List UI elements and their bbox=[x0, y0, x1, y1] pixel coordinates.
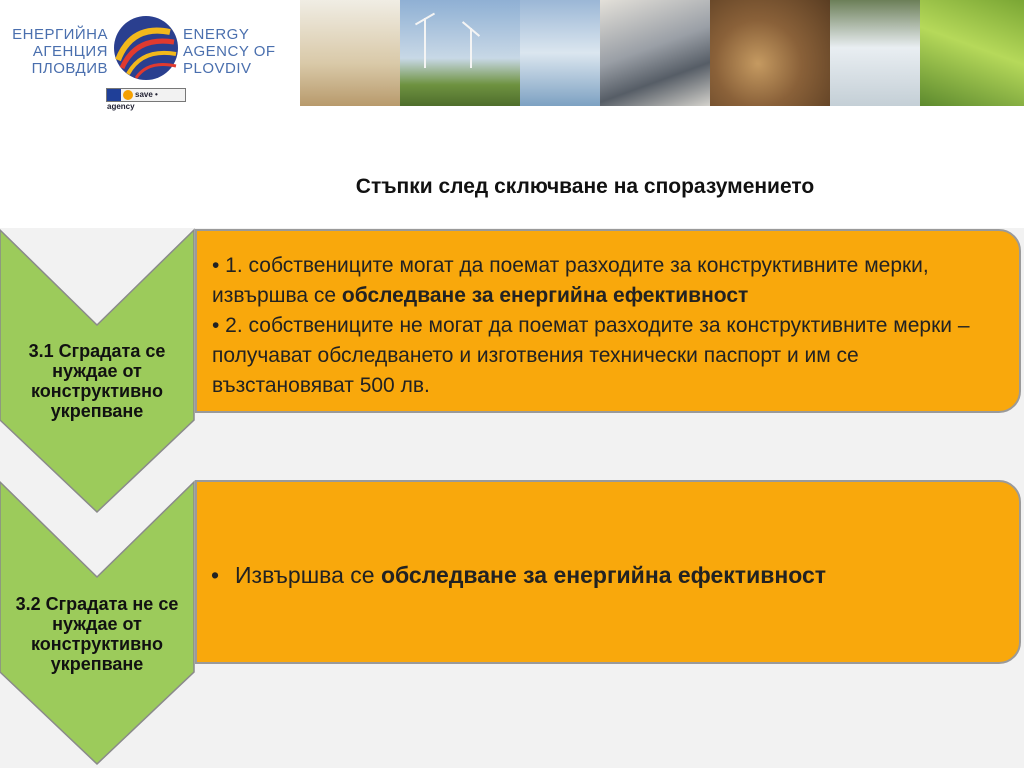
step-2-label: 3.2 Сградата не се нуждае от конструктивно укрепване bbox=[15, 594, 179, 674]
logo-en-line-3: PLOVDIV bbox=[183, 60, 252, 77]
waterfall-photo bbox=[830, 0, 920, 106]
step-2-details-box bbox=[195, 480, 1021, 664]
bullet-text: • 1. собствениците могат да поемат разходите за конструктивните мерки, извършва се bbox=[212, 254, 929, 307]
logo-bg-line-2: АГЕНЦИЯ bbox=[32, 43, 108, 60]
bullet-icon: • bbox=[211, 562, 220, 588]
eco-bus-photo bbox=[920, 0, 1024, 106]
sea-photo bbox=[520, 0, 600, 106]
step-1-bullet-2 bbox=[212, 311, 1001, 401]
step-1-details-box bbox=[195, 229, 1021, 413]
slide-title: Стъпки след сключване на споразумението bbox=[355, 175, 815, 198]
logs-photo bbox=[710, 0, 830, 106]
step-2-bullet-1 bbox=[211, 560, 1001, 590]
logo-bg-line-3: ПЛОВДИВ bbox=[31, 60, 108, 77]
bullet-text: Извършва се bbox=[235, 562, 381, 588]
save-badge-text: save • agency bbox=[107, 90, 158, 111]
pellets-photo bbox=[300, 0, 400, 106]
logo-en-line-2: AGENCY OF bbox=[183, 43, 276, 60]
bullet-text: • 2. собствениците не могат да поемат разходите за конструктивните мерки – получават обследването и изготвения технически паспорт и им се възстановяват 500 лв. bbox=[212, 314, 970, 397]
logo-bg-line-1: ЕНЕРГИЙНА bbox=[12, 26, 108, 43]
bullet-bold-text: обследване за енергийна ефективност bbox=[380, 562, 827, 588]
energy-photo-strip bbox=[300, 0, 1024, 106]
solar-panels-photo bbox=[600, 0, 710, 106]
bullet-bold-text: обследване за енергийна ефективност bbox=[341, 284, 749, 307]
wind-farm-photo bbox=[400, 0, 520, 106]
step-1-bullet-1 bbox=[212, 251, 1001, 311]
logo-en-line-1: ENERGY bbox=[183, 26, 250, 43]
step-1-label: 3.1 Сградата се нуждае от конструктивно укрепване bbox=[28, 341, 166, 421]
